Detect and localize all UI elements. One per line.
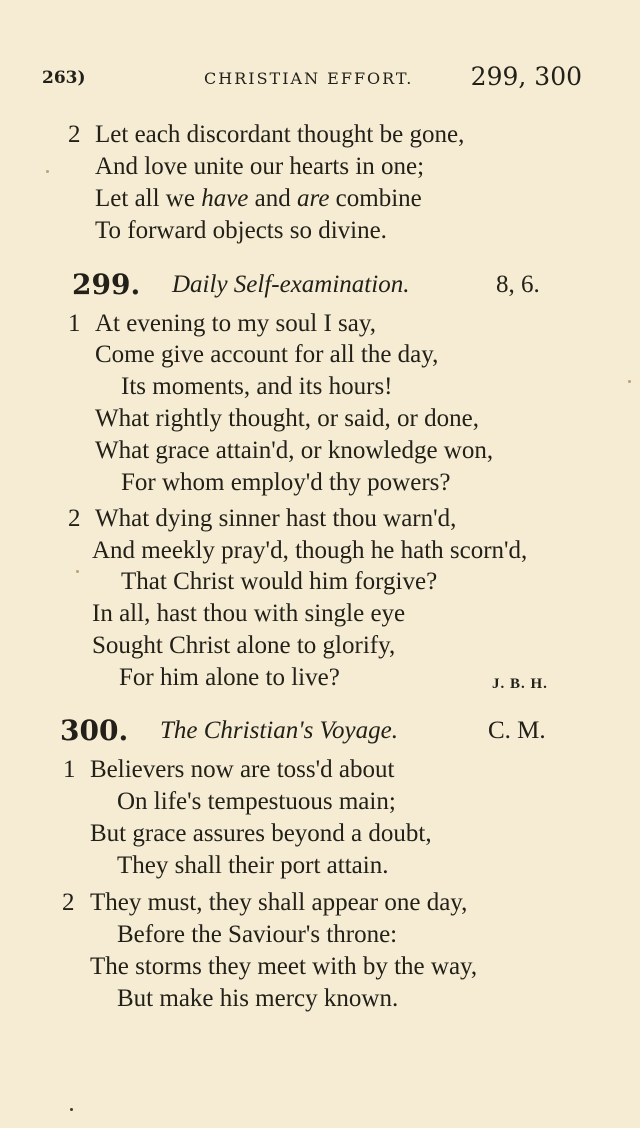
paper-speck <box>628 380 631 383</box>
verse-line: What dying sinner hast thou warn'd, <box>95 505 457 532</box>
paper-speck <box>46 170 49 173</box>
header-hymn-numbers: 299, 300 <box>470 62 582 91</box>
verse-line: They shall their port attain. <box>117 852 389 879</box>
verse-line: They must, they shall appear one day, <box>90 889 468 916</box>
verse-number: 2 <box>62 889 75 916</box>
verse-number: 2 <box>68 121 81 148</box>
verse-number: 1 <box>63 756 76 783</box>
verse-line: For whom employ'd thy powers? <box>121 469 451 496</box>
hymn-title: The Christian's Voyage. <box>160 717 398 744</box>
running-header <box>42 60 582 94</box>
verse-line: At evening to my soul I say, <box>95 310 376 337</box>
hymn-meter: 8, 6. <box>496 271 540 298</box>
verse-line: Its moments, and its hours! <box>121 373 393 400</box>
hymn-title: Daily Self-examination. <box>172 271 410 298</box>
verse-line: To forward objects so divine. <box>95 217 387 244</box>
verse-line: What grace attain'd, or knowledge won, <box>95 437 494 464</box>
paper-speck <box>76 570 79 573</box>
author-initials: J. B. H. <box>492 676 548 692</box>
hymn-number: 299. <box>72 268 141 301</box>
verse-line: And meekly pray'd, though he hath scorn'd, <box>92 537 528 564</box>
hymn-number: 300. <box>60 714 129 747</box>
verse-line: On life's tempestuous main; <box>117 788 396 815</box>
verse-line: For him alone to live? <box>119 664 340 691</box>
verse-line: Before the Saviour's throne: <box>117 921 398 948</box>
verse-line: What rightly thought, or said, or done, <box>95 405 479 432</box>
verse-line: Come give account for all the day, <box>95 341 439 368</box>
page-number: 263) <box>42 68 86 88</box>
verse-line: Sought Christ alone to glorify, <box>92 632 396 659</box>
verse-number: 1 <box>68 310 81 337</box>
verse-line: But grace assures beyond a doubt, <box>90 820 432 847</box>
verse-line: And love unite our hearts in one; <box>95 153 425 180</box>
verse-line: In all, hast thou with single eye <box>92 600 406 627</box>
verse-line: But make his mercy known. <box>117 985 399 1012</box>
paper-speck <box>70 1108 73 1111</box>
verse-line: That Christ would him forgive? <box>121 568 438 595</box>
verse-line: The storms they meet with by the way, <box>90 953 478 980</box>
verse-line: Let all we have and are combine <box>95 185 422 212</box>
verse-line: Believers now are toss'd about <box>90 756 395 783</box>
section-title: CHRISTIAN EFFORT. <box>204 69 414 88</box>
verse-line: Let each discordant thought be gone, <box>95 121 465 148</box>
verse-number: 2 <box>68 505 81 532</box>
hymn-meter: C. M. <box>488 717 546 744</box>
